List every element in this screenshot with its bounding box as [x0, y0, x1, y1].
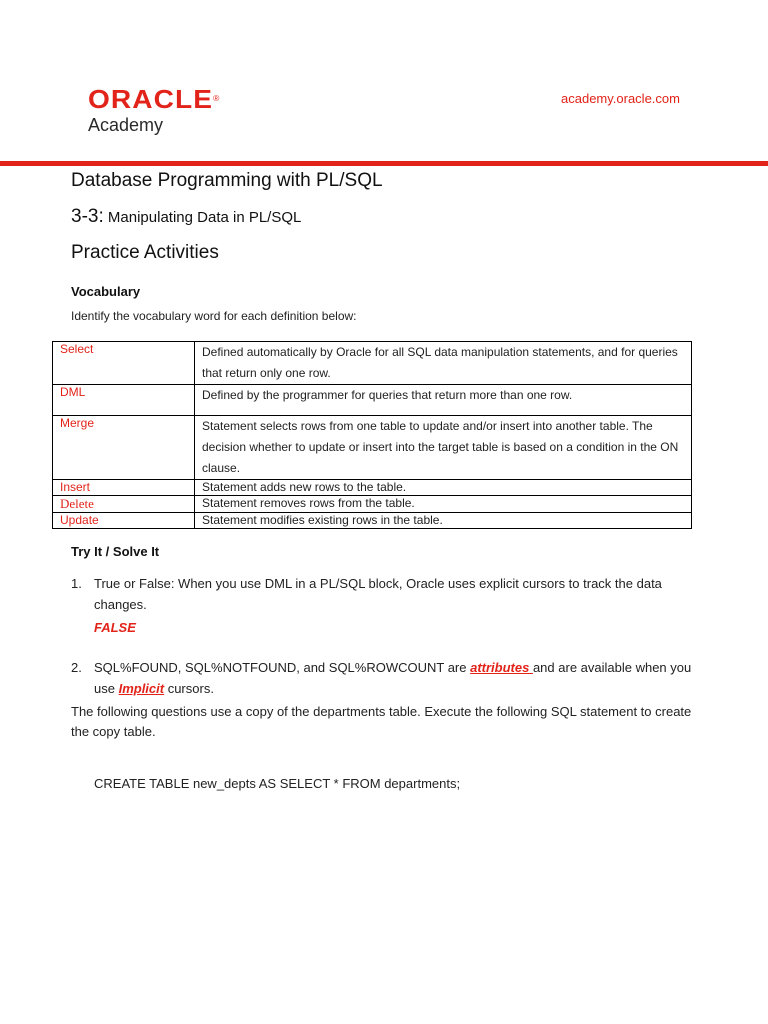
- sql-statement: CREATE TABLE new_depts AS SELECT * FROM departments;: [94, 776, 461, 791]
- vocabulary-table: [52, 341, 692, 529]
- logo-brand: ORACLE®: [88, 84, 221, 114]
- vocab-definition: Defined automatically by Oracle for all SQL data manipulation statements, and for queries that return only one row.: [195, 342, 692, 385]
- question-number: 2.: [71, 660, 82, 675]
- answer-text: Implicit: [118, 681, 165, 696]
- table-row: [53, 480, 692, 496]
- lesson-name: Manipulating Data in PL/SQL: [103, 209, 302, 226]
- instructions-paragraph: The following questions use a copy of the departments table. Execute the following SQL statement to create the copy table.: [71, 704, 692, 739]
- question-2: [71, 657, 694, 699]
- table-row: [53, 385, 692, 416]
- vocab-term: DML: [53, 385, 195, 416]
- vocab-term: Update: [53, 513, 195, 529]
- question-text-part: cursors.: [164, 681, 214, 696]
- try-it-heading: Try It / Solve It: [71, 544, 160, 559]
- lesson-title: [71, 206, 301, 228]
- registered-mark: ®: [213, 94, 221, 103]
- question-text-part: SQL%FOUND, SQL%NOTFOUND, and SQL%ROWCOUNT are: [94, 660, 471, 675]
- logo-subtitle: Academy: [88, 115, 164, 135]
- practice-title: Practice Activities: [71, 242, 219, 263]
- table-row: [53, 513, 692, 529]
- table-row: [53, 416, 692, 480]
- answer-text: FALSE: [94, 620, 136, 635]
- table-row: [53, 496, 692, 513]
- question-1: [71, 573, 694, 638]
- vocab-term: Delete: [53, 496, 195, 513]
- site-url[interactable]: academy.oracle.com: [561, 91, 680, 106]
- vocab-term: Merge: [53, 416, 195, 480]
- question-text: True or False: When you use DML in a PL/SQL block, Oracle uses explicit cursors to track the data changes.: [94, 576, 662, 612]
- question-text: [94, 657, 694, 699]
- answer-text: attributes: [470, 660, 533, 675]
- vocab-definition: Statement removes rows from the table.: [195, 496, 692, 513]
- vocab-term: Insert: [53, 480, 195, 496]
- course-title: Database Programming with PL/SQL: [71, 170, 383, 191]
- question-number: 1.: [71, 576, 82, 591]
- vocab-term: Select: [53, 342, 195, 385]
- table-row: [53, 342, 692, 385]
- vocabulary-instructions: Identify the vocabulary word for each definition below:: [71, 309, 357, 323]
- header-divider: [0, 161, 768, 166]
- vocab-definition: Statement adds new rows to the table.: [195, 480, 692, 496]
- vocab-definition: Defined by the programmer for queries that return more than one row.: [195, 385, 692, 416]
- vocabulary-heading: Vocabulary: [71, 284, 141, 299]
- vocab-definition: Statement modifies existing rows in the table.: [195, 513, 692, 529]
- vocab-definition: Statement selects rows from one table to update and/or insert into another table. The decision whether to update or insert into the target table is based on a condition in the ON clause.: [195, 416, 692, 480]
- lesson-number: 3-3:: [71, 206, 104, 227]
- question-text-part: and are available when you use: [94, 660, 692, 696]
- oracle-academy-logo: [88, 84, 221, 136]
